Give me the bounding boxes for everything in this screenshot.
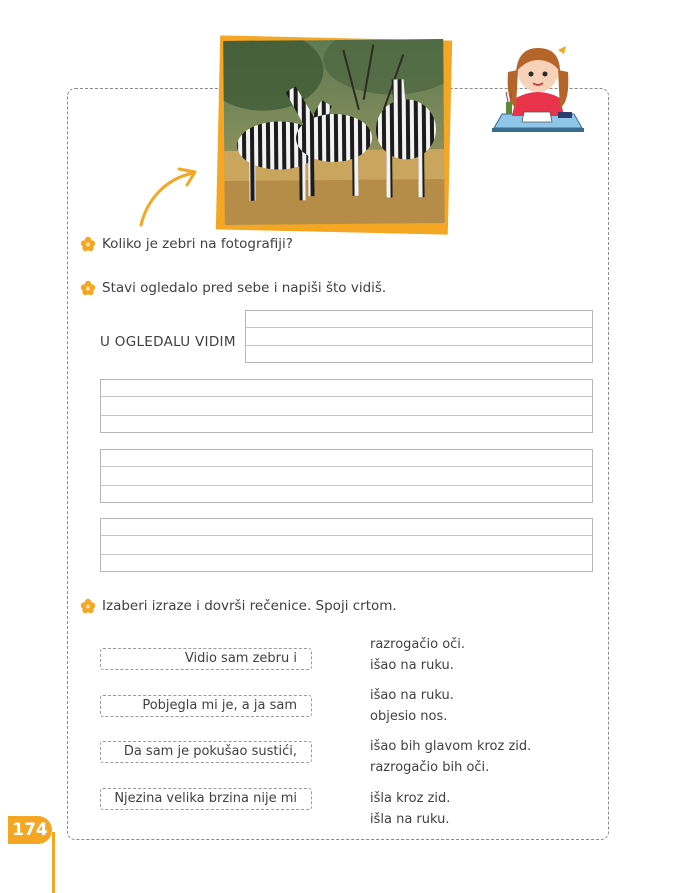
flower-bullet-icon (80, 280, 96, 296)
phrase-box-1[interactable]: Vidio sam zebru i (100, 648, 312, 670)
page-number: 174 (8, 816, 52, 844)
option-4b[interactable]: išla na ruku. (370, 812, 450, 827)
option-1a[interactable]: razrogačio oči. (370, 637, 466, 652)
phrase-box-2[interactable]: Pobjegla mi je, a ja sam (100, 695, 312, 717)
question-2-text: Stavi ogledalo pred sebe i napiši što vidiš. (102, 280, 387, 296)
option-3b[interactable]: razrogačio bih oči. (370, 760, 490, 775)
option-1b[interactable]: išao na ruku. (370, 658, 454, 673)
option-2a[interactable]: išao na ruku. (370, 688, 454, 703)
writing-lines-3[interactable] (100, 518, 593, 572)
question-2 (80, 280, 386, 296)
option-2b[interactable]: objesio nos. (370, 709, 448, 724)
writing-lines-mirror[interactable] (245, 310, 593, 363)
question-3 (80, 598, 397, 614)
option-3a[interactable]: išao bih glavom kroz zid. (370, 739, 532, 754)
zebra-photo (223, 39, 445, 225)
flower-bullet-icon (80, 236, 96, 252)
question-1 (80, 236, 293, 252)
mirror-label: U OGLEDALU VIDIM (100, 334, 236, 350)
writing-lines-1[interactable] (100, 379, 593, 433)
page-number-stripe (52, 832, 55, 893)
question-3-text: Izaberi izraze i dovrši rečenice. Spoji crtom. (102, 598, 397, 614)
option-4a[interactable]: išla kroz zid. (370, 791, 451, 806)
girl-writing-illustration (488, 42, 588, 138)
phrase-box-4[interactable]: Njezina velika brzina nije mi (100, 788, 312, 810)
question-1-text: Koliko je zebri na fotografiji? (102, 236, 293, 252)
flower-bullet-icon (80, 598, 96, 614)
writing-lines-2[interactable] (100, 449, 593, 503)
arrow-icon (135, 165, 205, 230)
phrase-box-3[interactable]: Da sam je pokušao sustići, (100, 741, 312, 763)
